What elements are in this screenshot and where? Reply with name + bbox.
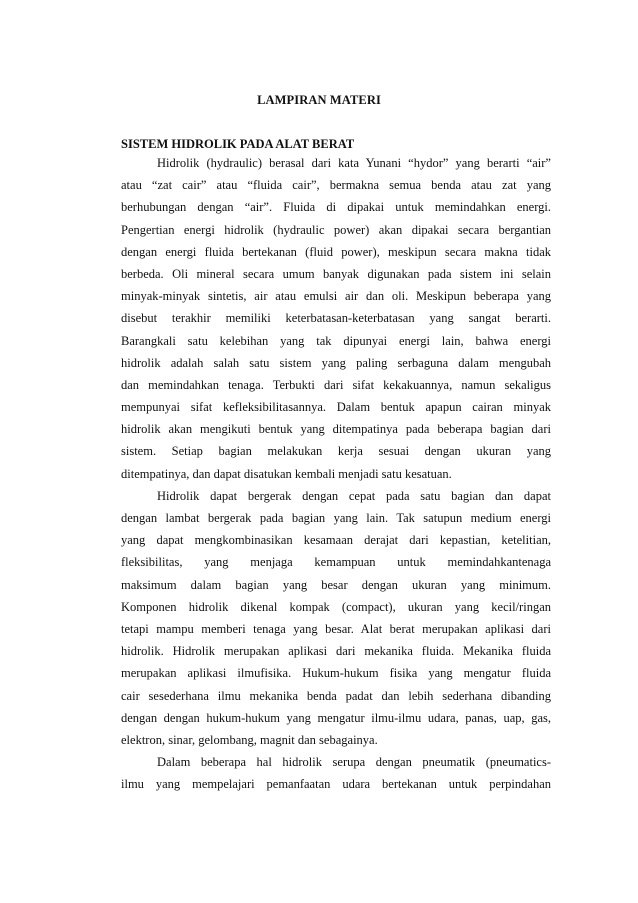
text-line: maksimum dalam bagian yang besar dengan ukuran yang minimum. <box>121 577 551 592</box>
text-line: dengan dengan hukum-hukum yang mengatur ilmu-ilmu udara, panas, uap, gas, <box>121 710 551 725</box>
text-line: mempunyai sifat kefleksibilitasannya. Dalam bentuk apapun cairan minyak <box>121 400 551 415</box>
text-line: Dalam beberapa hal hidrolik serupa dengan pneumatik (pneumatics- <box>157 755 551 770</box>
text-line: Pengertian energi hidrolik (hydraulic power) akan dipakai secara bergantian <box>121 222 551 237</box>
text-line: ilmu yang mempelajari pemanfaatan udara bertekanan untuk perpindahan <box>121 777 551 792</box>
text-line: tetapi mampu memberi tenaga yang besar. Alat berat merupakan aplikasi dari <box>121 621 551 636</box>
page-title: LAMPIRAN MATERI <box>257 93 381 107</box>
text-line: yang dapat mengkombinasikan kesamaan derajat dari kepastian, ketelitian, <box>121 533 551 548</box>
text-line: minyak-minyak sintetis, air atau emulsi air dan oli. Meskipun beberapa yang <box>121 289 551 304</box>
text-line: dan memindahkan tenaga. Terbukti dari sifat kekakuannya, namun sekaligus <box>121 377 551 392</box>
text-line: Barangkali satu kelebihan yang tak dipunyai energi lain, bahwa energi <box>121 333 551 348</box>
section-heading: SISTEM HIDROLIK PADA ALAT BERAT <box>121 137 355 151</box>
text-line: Hidrolik dapat bergerak dengan cepat pada satu bagian dan dapat <box>157 488 551 503</box>
text-line: hidrolik. Hidrolik merupakan aplikasi dari mekanika fluida. Mekanika fluida <box>121 644 551 659</box>
text-line: disebut terakhir memiliki keterbatasan-keterbatasan yang sangat berarti. <box>121 311 551 326</box>
text-line: dengan lambat bergerak pada bagian yang lain. Tak satupun medium energi <box>121 511 551 525</box>
text-line: atau “zat cair” atau “fluida cair”, bermakna semua benda atau zat yang <box>121 178 551 193</box>
text-line: cair sesederhana ilmu mekanika benda padat dan lebih sederhana dibanding <box>121 688 551 703</box>
text-line: Hidrolik (hydraulic) berasal dari kata Yunani “hydor” yang berarti “air” <box>157 156 551 170</box>
text-line: Komponen hidrolik dikenal kompak (compact), ukuran yang kecil/ringan <box>121 599 551 614</box>
text-line: elektron, sinar, gelombang, magnit dan sebagainya. <box>121 732 378 747</box>
text-line: ditempatinya, dan dapat disatukan kembali menjadi satu kesatuan. <box>121 466 452 481</box>
text-line: hidrolik adalah salah satu sistem yang paling serbaguna dalam mengubah <box>121 355 551 370</box>
text-line: dengan energi fluida bertekanan (fluid power), meskipun secara makna tidak <box>121 244 551 259</box>
text-line: berbeda. Oli mineral secara umum banyak digunakan pada sistem ini selain <box>121 266 551 281</box>
text-line: sistem. Setiap bagian melakukan kerja sesuai dengan ukuran yang <box>121 444 551 459</box>
text-line: berhubungan dengan “air”. Fluida di dipakai untuk memindahkan energi. <box>121 200 551 215</box>
body-text <box>121 156 551 799</box>
text-line: hidrolik akan mengikuti bentuk yang ditempatinya pada beberapa bagian dari <box>121 422 551 437</box>
text-line: fleksibilitas, yang menjaga kemampuan untuk memindahkantenaga <box>121 555 551 570</box>
text-line: merupakan aplikasi ilmufisika. Hukum-hukum fisika yang mengatur fluida <box>121 666 551 681</box>
